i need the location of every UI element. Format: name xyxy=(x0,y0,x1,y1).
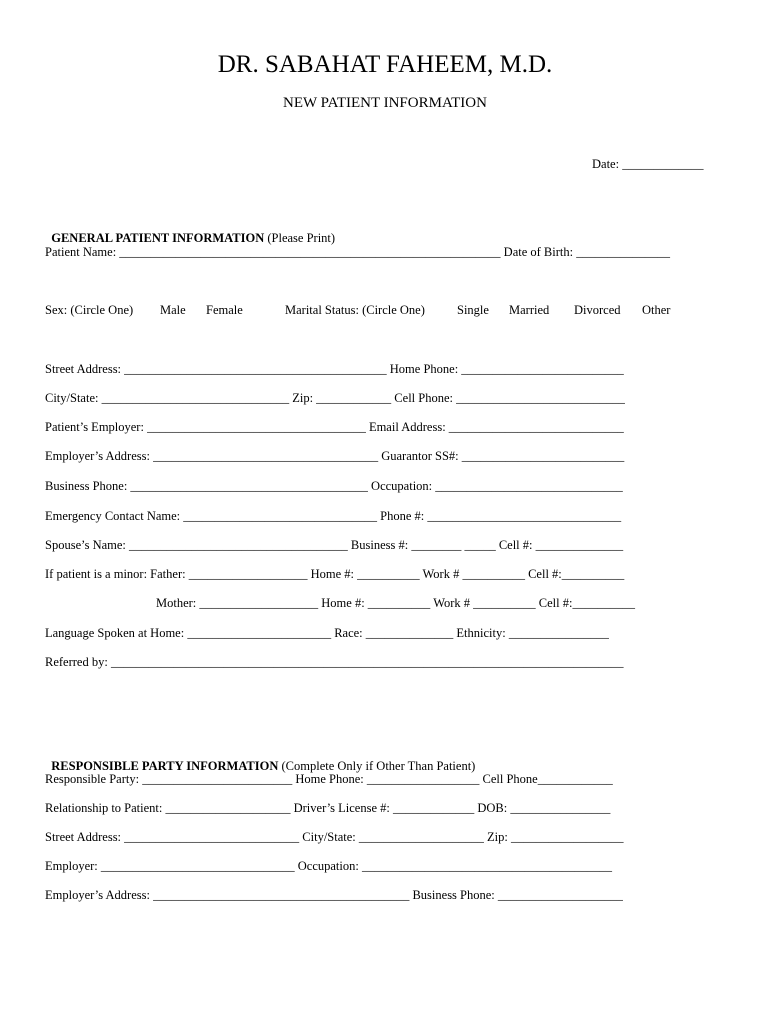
responsible-party-field[interactable]: Responsible Party: ________________________ Home Phone: __________________ Cell Phone____________ xyxy=(45,772,613,786)
marital-option-single[interactable]: Single xyxy=(457,303,489,317)
marital-option-divorced[interactable]: Divorced xyxy=(574,303,621,317)
sex-label: Sex: (Circle One) xyxy=(45,303,134,317)
referred-by-field[interactable]: Referred by: __________________________________________________________________________________ xyxy=(45,655,624,669)
responsible-employer-field[interactable]: Employer: _______________________________ Occupation: ________________________________________ xyxy=(45,859,612,873)
emergency-contact-field[interactable]: Emergency Contact Name: _______________________________ Phone #: _______________________________ xyxy=(45,509,622,523)
language-field[interactable]: Language Spoken at Home: _______________________ Race: ______________ Ethnicity: ________________ xyxy=(45,626,609,640)
responsible-section-heading xyxy=(45,742,475,774)
minor-mother-field[interactable]: Mother: ___________________ Home #: __________ Work # __________ Cell #:__________ xyxy=(156,596,635,610)
spouse-name-field[interactable]: Spouse’s Name: ___________________________________ Business #: ________ _____ Cell #: ______________ xyxy=(45,538,624,552)
street-address-field[interactable]: Street Address: __________________________________________ Home Phone: __________________________ xyxy=(45,362,624,376)
marital-option-other[interactable]: Other xyxy=(642,303,671,317)
business-phone-field[interactable]: Business Phone: ______________________________________ Occupation: ______________________________ xyxy=(45,479,623,493)
sex-option-female[interactable]: Female xyxy=(206,303,243,317)
page-subtitle: NEW PATIENT INFORMATION xyxy=(283,95,487,111)
relationship-field[interactable]: Relationship to Patient: ____________________ Driver’s License #: _____________ DOB: ________________ xyxy=(45,801,611,815)
minor-father-field[interactable]: If patient is a minor: Father: ___________________ Home #: __________ Work # __________ Cell #:__________ xyxy=(45,567,625,581)
city-state-field[interactable]: City/State: ______________________________ Zip: ____________ Cell Phone: ___________________________ xyxy=(45,391,625,405)
general-heading-note: (Please Print) xyxy=(264,231,336,245)
patient-name-field[interactable]: Patient Name: _____________________________________________________________ Date of Birth: _______________ xyxy=(45,245,670,259)
responsible-street-field[interactable]: Street Address: ____________________________ City/State: ____________________ Zip: __________________ xyxy=(45,830,624,844)
marital-option-married[interactable]: Married xyxy=(509,303,550,317)
responsible-heading-text: RESPONSIBLE PARTY INFORMATION xyxy=(51,759,279,773)
page-title: DR. SABAHAT FAHEEM, M.D. xyxy=(217,51,553,78)
general-heading-text: GENERAL PATIENT INFORMATION xyxy=(51,231,265,245)
patient-employer-field[interactable]: Patient’s Employer: ___________________________________ Email Address: ____________________________ xyxy=(45,420,624,434)
responsible-employer-address-field[interactable]: Employer’s Address: _________________________________________ Business Phone: ____________________ xyxy=(45,888,623,902)
general-section-heading xyxy=(45,214,335,246)
date-field[interactable]: Date: _____________ xyxy=(592,157,704,171)
sex-option-male[interactable]: Male xyxy=(160,303,186,317)
responsible-heading-note: (Complete Only if Other Than Patient) xyxy=(278,759,476,773)
marital-status-label: Marital Status: (Circle One) xyxy=(285,303,425,317)
employer-address-field[interactable]: Employer’s Address: ____________________________________ Guarantor SS#: __________________________ xyxy=(45,449,625,463)
